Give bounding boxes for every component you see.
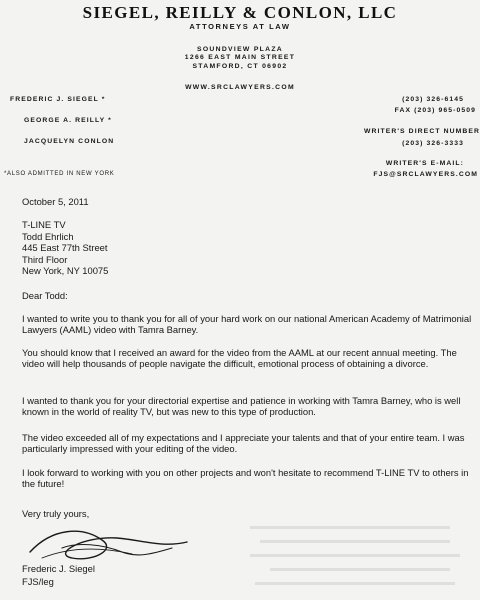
closing: Very truly yours, bbox=[22, 508, 90, 519]
partner-siegel: FREDERIC J. SIEGEL * bbox=[10, 96, 106, 103]
recipient-company: T-LINE TV bbox=[22, 219, 66, 230]
recipient-city: New York, NY 10075 bbox=[22, 265, 109, 277]
typist-initials: FJS/leg bbox=[22, 576, 54, 587]
letter-date: October 5, 2011 bbox=[22, 196, 89, 207]
address-line-3: STAMFORD, CT 06902 bbox=[192, 63, 288, 70]
firm-tagline: ATTORNEYS AT LAW bbox=[189, 22, 291, 31]
address-line-2: 1266 EAST MAIN STREET bbox=[184, 54, 296, 61]
firm-name: SIEGEL, REILLY & CONLON, LLC bbox=[82, 3, 398, 22]
paragraph-future: I look forward to working with you on other projects and won't hesitate to recommend T-LINE TV to others in the future! bbox=[22, 467, 469, 490]
recipient-street: 445 East 77th Street bbox=[22, 242, 108, 254]
paragraph-thanks: I wanted to write you to thank you for all of your hard work on our national American Academy of Matrimonial Lawyers (AAML) video with Tamra Barney. bbox=[22, 313, 472, 336]
firm-website: WWW.SRCLAWYERS.COM bbox=[185, 84, 295, 91]
handwritten-signature bbox=[22, 518, 192, 568]
phone-number: (203) 326-6145 bbox=[402, 96, 464, 103]
salutation: Dear Todd: bbox=[22, 290, 68, 301]
direct-number: (203) 326-3333 bbox=[402, 140, 464, 147]
paragraph-award: You should know that I received an award for the video from the AAML at our recent annual meeting. The video will help thousands of people navigate the difficult, emotional process of obtaining a divorce. bbox=[22, 347, 457, 370]
recipient-name: Todd Ehrlich bbox=[22, 230, 74, 242]
signer-name: Frederic J. Siegel bbox=[22, 563, 95, 574]
recipient-floor: Third Floor bbox=[22, 253, 68, 265]
partner-reilly: GEORGE A. REILLY * bbox=[24, 117, 112, 124]
direct-number-label: WRITER'S DIRECT NUMBER bbox=[363, 128, 480, 135]
address-line-1: SOUNDVIEW PLAZA bbox=[197, 46, 283, 53]
fax-number: FAX (203) 965-0509 bbox=[394, 107, 476, 114]
admitted-note: *ALSO ADMITTED IN NEW YORK bbox=[4, 171, 115, 177]
paragraph-expectations: The video exceeded all of my expectations and I appreciate your talents and that of your entire team. I was particularly impressed with your editing of the video. bbox=[22, 432, 465, 455]
paragraph-expertise: I wanted to thank you for your directorial expertise and patience in working with Tamra Barney, who is well known in the world of reality TV, but was new to this type of production. bbox=[22, 395, 461, 418]
email-label: WRITER'S E-MAIL: bbox=[385, 160, 464, 167]
bleed-through-shadow bbox=[250, 520, 470, 600]
email-address: FJS@SRCLAWYERS.COM bbox=[373, 171, 478, 178]
recipient-block bbox=[22, 219, 474, 277]
partner-conlon: JACQUELYN CONLON bbox=[24, 138, 115, 145]
